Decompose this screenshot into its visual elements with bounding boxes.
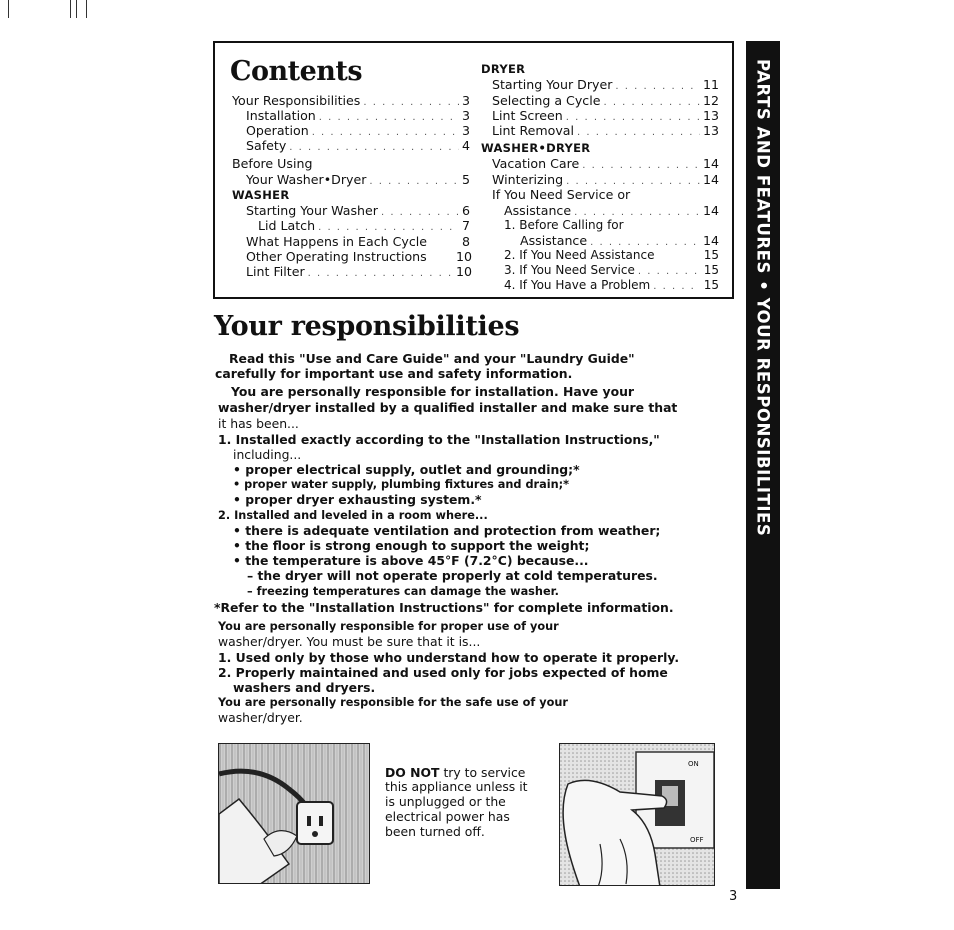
toc-entry: 3. If You Need Service . . . 15 [504, 263, 719, 279]
body-text: 2. Installed and leveled in a room where... [218, 509, 488, 522]
body-text: washer/dryer. [218, 710, 303, 725]
toc-entry: Selecting a Cycle . . . 12 [492, 93, 719, 110]
body-text: 1. Installed exactly according to the "Installation Instructions," [218, 432, 660, 447]
toc-entry: Winterizing . . . 14 [492, 172, 719, 189]
body-text: washer/dryer installed by a qualified installer and make sure that [218, 400, 678, 415]
side-tab-label: PARTS AND FEATURES • YOUR RESPONSIBILITIES [753, 59, 773, 537]
body-text: • proper dryer exhausting system.* [233, 492, 482, 507]
body-text: 1. Used only by those who understand how to operate it properly. [218, 650, 680, 665]
toc-entry: Lint Removal . . . 13 [492, 123, 719, 140]
toc-heading: WASHER [232, 188, 290, 202]
toc-entry: 4. If You Have a Problem . . . 15 [504, 278, 719, 294]
toc-entry: 2. If You Need Assistance 15 [504, 248, 719, 262]
section-title: Your responsibilities [214, 311, 520, 342]
toc-entry: If You Need Service or [492, 187, 631, 202]
warning-text: is unplugged or the [385, 794, 506, 809]
toc-entry: Other Operating Instructions 10 [246, 249, 472, 264]
warning-text: been turned off. [385, 824, 485, 839]
toc-entry: What Happens in Each Cycle 8 [246, 234, 470, 249]
body-text: including... [233, 447, 302, 462]
toc-entry: Assistance . . . 14 [504, 203, 719, 220]
toc-entry: Lint Filter . . . 10 [246, 264, 472, 281]
warning-text: electrical power has [385, 809, 510, 824]
toc-entry: Starting Your Dryer . . . 11 [492, 77, 719, 94]
body-text: • proper water supply, plumbing fixtures and drain;* [233, 478, 570, 491]
body-text: • there is adequate ventilation and protection from weather; [233, 523, 661, 538]
body-text: You are personally responsible for the safe use of your [218, 696, 568, 709]
warning-text: this appliance unless it [385, 779, 528, 794]
body-text: • the temperature is above 45°F (7.2°C) because... [233, 553, 589, 568]
toc-entry: Before Using [232, 156, 313, 171]
body-text: You are personally responsible for proper use of your [218, 620, 559, 633]
toc-entry: Safety . . . 4 [246, 138, 470, 155]
toc-heading: WASHER•DRYER [481, 141, 591, 155]
page-number: 3 [729, 889, 738, 904]
body-text: carefully for important use and safety information. [215, 366, 573, 381]
toc-entry: Starting Your Washer . . . 6 [246, 203, 470, 220]
body-text: it has been... [218, 416, 299, 431]
body-text: • the floor is strong enough to support the weight; [233, 538, 590, 553]
toc-entry: Operation . . . 3 [246, 123, 470, 140]
body-text: Read this "Use and Care Guide" and your "Laundry Guide" [229, 351, 635, 366]
toc-entry: Vacation Care . . . 14 [492, 156, 719, 173]
body-text: • proper electrical supply, outlet and grounding;* [233, 462, 580, 477]
finger-switching-off-icon [560, 744, 715, 886]
warning-text: DO NOT try to service [385, 765, 526, 780]
toc-entry: Lid Latch . . . 7 [258, 218, 470, 235]
unplug-illustration [218, 743, 370, 884]
body-text: – freezing temperatures can damage the washer. [247, 585, 559, 598]
body-text: You are personally responsible for installation. Have your [231, 384, 635, 399]
body-text: washer/dryer. You must be sure that it is... [218, 634, 481, 649]
body-text: – the dryer will not operate properly at cold temperatures. [247, 568, 658, 583]
contents-title: Contents [230, 56, 363, 87]
body-text: *Refer to the "Installation Instructions" for complete information. [214, 600, 674, 615]
hand-unplugging-cord-icon [219, 744, 370, 884]
power-switch-illustration [559, 743, 715, 886]
toc-entry: Your Responsibilities . . . 3 [232, 93, 470, 110]
body-text: washers and dryers. [233, 680, 376, 695]
toc-heading: DRYER [481, 62, 526, 76]
toc-entry: Assistance . . . 14 [520, 233, 719, 250]
toc-entry: Your Washer•Dryer . . . 5 [246, 172, 470, 189]
switch-on-label: ON [688, 760, 699, 768]
toc-entry: 1. Before Calling for [504, 218, 624, 232]
body-text: 2. Properly maintained and used only for jobs expected of home [218, 665, 668, 680]
side-tab [746, 41, 780, 889]
toc-entry: Lint Screen . . . 13 [492, 108, 719, 125]
toc-entry: Installation . . . 3 [246, 108, 470, 125]
switch-off-label: OFF [690, 836, 704, 844]
